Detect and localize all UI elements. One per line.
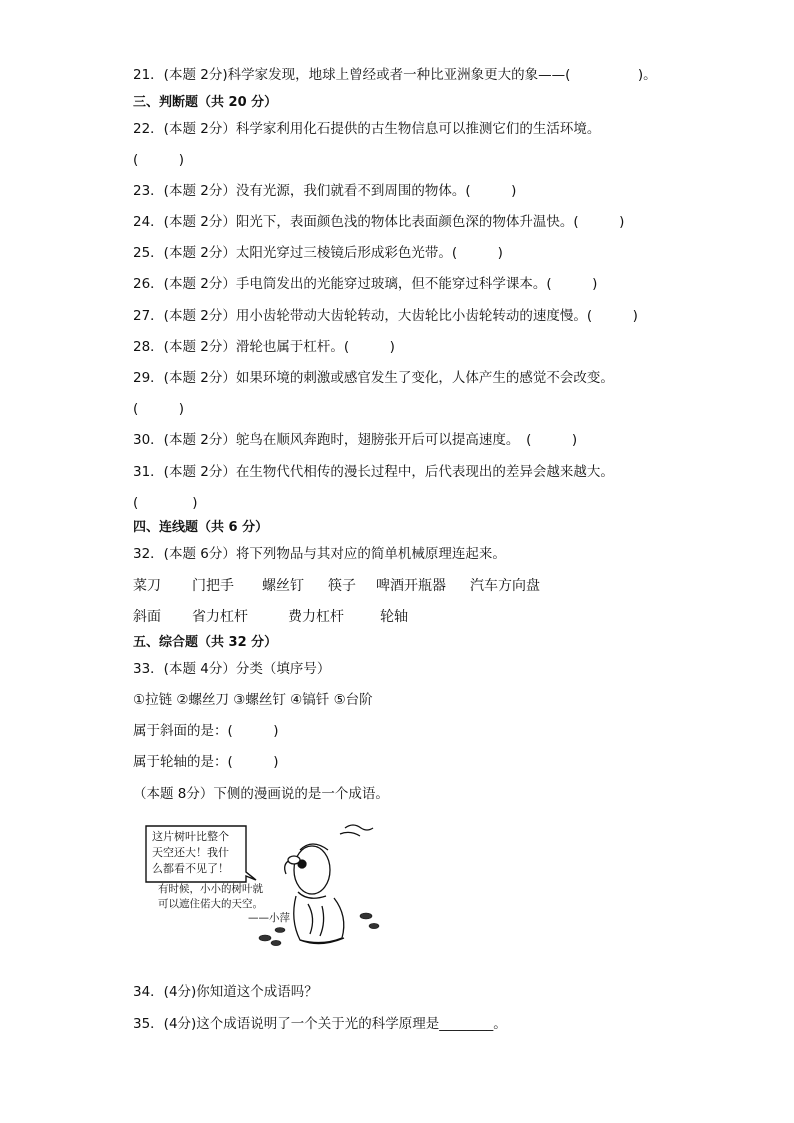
question-31-blank: ( ) xyxy=(133,495,198,511)
question-33-part-b: 属于轮轴的是：( ) xyxy=(133,754,279,770)
section-3-heading: 三、判断题（共 20 分） xyxy=(133,95,278,110)
question-35: 35．(4分)这个成语说明了一个关于光的科学原理是________。 xyxy=(133,1016,507,1032)
principle-wheel-axle: 轮轴 xyxy=(380,609,408,625)
item-steering-wheel: 汽车方向盘 xyxy=(470,578,540,594)
comic-bubble-line-2: 天空还大！我什 xyxy=(152,846,229,859)
comic-illustration xyxy=(140,820,390,950)
item-chopsticks: 筷子 xyxy=(328,578,356,594)
question-22: 22．(本题 2分）科学家利用化石提供的古生物信息可以推测它们的生活环境。 xyxy=(133,121,601,137)
item-screw: 螺丝钉 xyxy=(262,578,304,594)
question-26: 26．(本题 2分）手电筒发出的光能穿过玻璃，但不能穿过科学课本。( ) xyxy=(133,276,598,292)
comic-drawing xyxy=(140,820,390,950)
item-door-handle: 门把手 xyxy=(192,578,234,594)
comic-caption-line-3: ——小萍 xyxy=(248,912,290,924)
question-21: 21．(本题 2分)科学家发现，地球上曾经或者一种比亚洲象更大的象——( )。 xyxy=(133,67,657,83)
principle-incline: 斜面 xyxy=(133,609,161,625)
comic-caption-line-1: 有时候，小小的树叶就 xyxy=(158,883,263,895)
section-4-heading: 四、连线题（共 6 分） xyxy=(133,520,269,535)
question-29-blank: ( ) xyxy=(133,401,185,417)
question-22-blank: ( ) xyxy=(133,152,185,168)
question-29: 29．(本题 2分）如果环境的刺激或感官发生了变化，人体产生的感觉不会改变。 xyxy=(133,370,614,386)
question-31: 31．(本题 2分）在生物代代相传的漫长过程中，后代表现出的差异会越来越大。 xyxy=(133,464,614,480)
comic-figure xyxy=(285,825,373,944)
question-30: 30．(本题 2分）鸵鸟在顺风奔跑时，翅膀张开后可以提高速度。 ( ) xyxy=(133,432,578,448)
question-25: 25．(本题 2分）太阳光穿过三棱镜后形成彩色光带。( ) xyxy=(133,245,503,261)
question-24: 24．(本题 2分）阳光下，表面颜色浅的物体比表面颜色深的物体升温快。( ) xyxy=(133,214,625,230)
section-5-heading: 五、综合题（共 32 分） xyxy=(133,635,278,650)
principle-force-saving-lever: 省力杠杆 xyxy=(192,609,248,625)
comic-caption-line-2: 可以遮住偌大的天空。 xyxy=(158,898,263,910)
comic-bubble-line-1: 这片树叶比整个 xyxy=(152,830,229,843)
item-bottle-opener: 啤酒开瓶器 xyxy=(376,578,446,594)
question-32: 32．(本题 6分）将下列物品与其对应的简单机械原理连起来。 xyxy=(133,546,506,562)
question-23: 23．(本题 2分）没有光源，我们就看不到周围的物体。( ) xyxy=(133,183,517,199)
question-33-part-a: 属于斜面的是：( ) xyxy=(133,723,279,739)
principle-force-costing-lever: 费力杠杆 xyxy=(288,609,344,625)
item-caidao: 菜刀 xyxy=(133,578,161,594)
question-33: 33．(本题 4分）分类（填序号） xyxy=(133,661,331,677)
comic-bubble-line-3: 么都看不见了！ xyxy=(152,862,229,875)
question-34: 34．(4分)你知道这个成语吗？ xyxy=(133,984,318,1000)
comic-question-intro: （本题 8分）下侧的漫画说的是一个成语。 xyxy=(133,786,389,802)
question-28: 28．(本题 2分）滑轮也属于杠杆。( ) xyxy=(133,339,395,355)
question-27: 27．(本题 2分）用小齿轮带动大齿轮转动，大齿轮比小齿轮转动的速度慢。( ) xyxy=(133,308,638,324)
question-33-options: ①拉链 ②螺丝刀 ③螺丝钉 ④镐钎 ⑤台阶 xyxy=(133,692,373,708)
